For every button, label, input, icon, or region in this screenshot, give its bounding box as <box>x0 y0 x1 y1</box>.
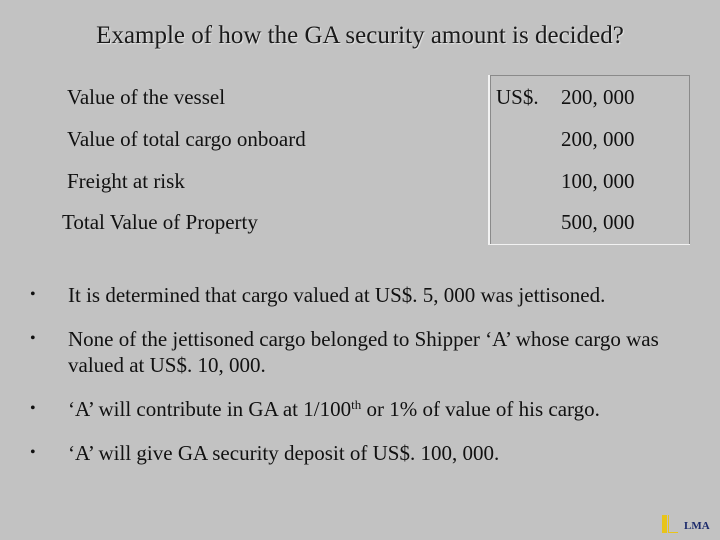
bullet-text: None of the jettisoned cargo belonged to Shipper ‘A’ whose cargo was valued at US$. 10, 000. <box>68 327 659 377</box>
row-label-freight: Freight at risk <box>67 169 185 193</box>
row-label-total: Total Value of Property <box>62 210 258 234</box>
bullet-icon: • <box>30 400 36 417</box>
property-value-table <box>54 75 690 245</box>
logo-text: LMA <box>684 520 710 532</box>
lma-logo-icon <box>662 515 678 533</box>
row-label-vessel: Value of the vessel <box>67 85 226 109</box>
slide-title: Example of how the GA security amount is decided? <box>96 22 624 49</box>
bullet-icon: • <box>30 444 36 461</box>
column-divider <box>488 75 490 245</box>
bullet-icon: • <box>30 330 36 347</box>
row-label-cargo: Value of total cargo onboard <box>67 127 306 151</box>
bullet-text: ‘A’ will contribute in GA at 1/100th or 1% of value of his cargo. <box>68 397 600 421</box>
bullet-text: It is determined that cargo valued at US$. 5, 000 was jettisoned. <box>68 283 606 307</box>
amount-cargo: 200, 000 <box>561 127 635 151</box>
bullet-icon: • <box>30 286 36 303</box>
amount-total: 500, 000 <box>561 210 635 234</box>
amount-vessel: 200, 000 <box>561 85 635 109</box>
currency-label: US$. <box>496 85 539 109</box>
bullet-text: ‘A’ will give GA security deposit of US$. 100, 000. <box>68 441 500 465</box>
amount-freight: 100, 000 <box>561 169 635 193</box>
